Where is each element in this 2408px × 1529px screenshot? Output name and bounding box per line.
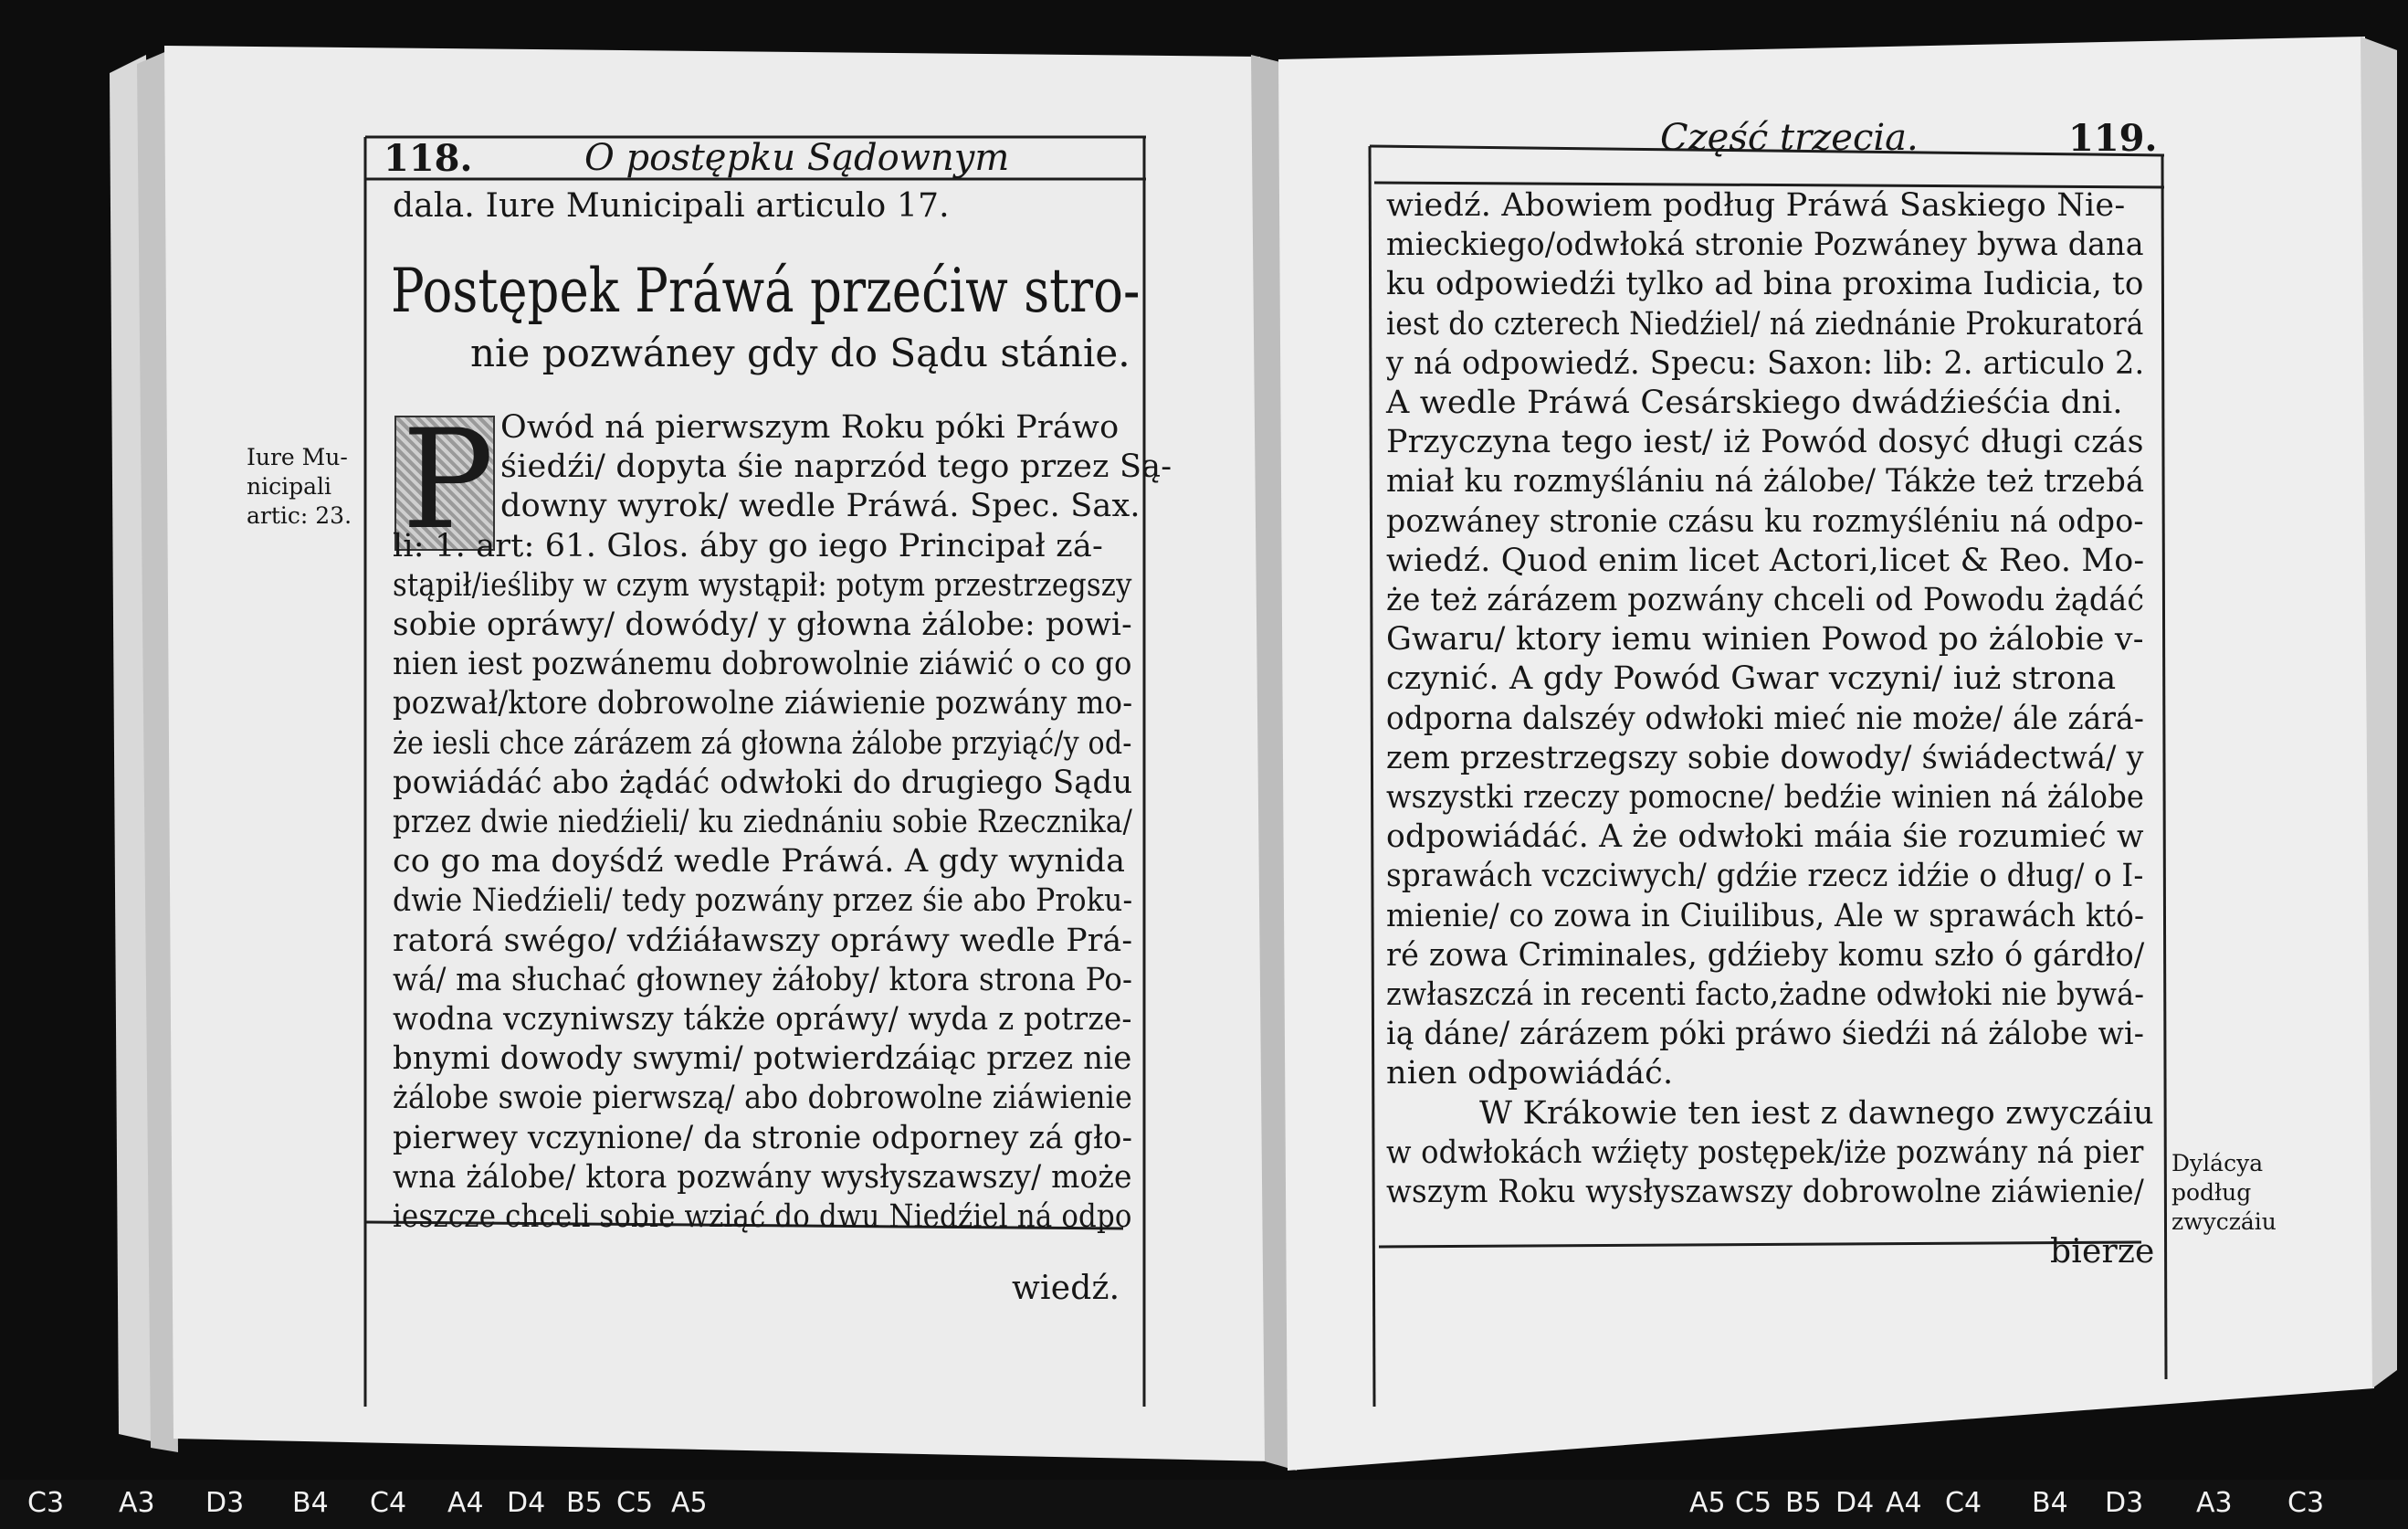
film-strip-label: D4 — [1835, 1487, 1875, 1519]
film-strip-label: A3 — [2196, 1487, 2233, 1519]
film-strip-label: B5 — [1785, 1487, 1822, 1519]
left-body-line: wodna vczyniwszy tákże opráwy/ wyda z potrze- — [393, 1001, 1132, 1038]
right-body-line: ią dáne/ zárázem póki práwo śiedźi ná żálobe wi- — [1386, 1016, 2145, 1053]
left-running-head: O postępku Sądownym — [584, 137, 1010, 179]
right-body-line: wiedź. Quod enim licet Actori,licet & Reo. Mo- — [1386, 542, 2145, 579]
left-body-line: powiádáć abo żądáć odwłoki do drugiego Sądu — [393, 764, 1133, 801]
right-body-line: miał ku rozmyślániu ná żálobe/ Tákże też trzebá — [1386, 463, 2145, 501]
right-catchword: bierze — [2050, 1233, 2155, 1271]
right-body-line: y ná odpowiedź. Specu: Saxon: lib: 2. articulo 2. — [1386, 344, 2145, 382]
left-body-line: sobie opráwy/ dowódy/ y głowna żálobe: powi- — [393, 606, 1132, 643]
right-margin-note — [2171, 1149, 2277, 1237]
right-body-line: że też zárázem pozwány chceli od Powodu żądáć — [1386, 582, 2145, 618]
right-margin-line: zwyczáiu — [2171, 1208, 2277, 1235]
right-body-line: Przyczyna tego iest/ iż Powód dosyć długi czás — [1386, 424, 2144, 461]
right-running-head: Część trzecia. — [1660, 117, 1919, 159]
left-body-line: śiedźi/ dopyta śie naprzód tego przez Są- — [500, 448, 1172, 486]
left-folio: 118. — [384, 137, 473, 180]
left-body-line: pozwał/ktore dobrowolne ziáwienie pozwány mo- — [393, 685, 1133, 722]
left-body-line: dwie Niedźieli/ tedy pozwány przez śie abo Proku- — [393, 882, 1133, 920]
chapter-title-line2: nie pozwáney gdy do Sądu stánie. — [470, 331, 1130, 375]
film-strip-label: B5 — [566, 1487, 603, 1519]
film-strip-label: C4 — [370, 1487, 407, 1519]
left-body-line: pierwey vczynione/ da stronie odporney zá gło- — [393, 1119, 1133, 1156]
left-body-line: przez dwie niedźieli/ ku ziednániu sobie Rzecznika/ — [393, 804, 1133, 840]
left-catchword: wiedź. — [1012, 1270, 1120, 1307]
film-strip-label: B4 — [2032, 1487, 2068, 1519]
right-body-line: mieckiego/odwłoká stronie Pozwáney bywa dana — [1386, 227, 2144, 264]
right-body-line: ré zowa Criminales, gdźieby komu szło ó gárdło/ — [1386, 936, 2145, 974]
film-strip-label: A4 — [1886, 1487, 1922, 1519]
left-body-line: wá/ ma słuchać głowney żáłoby/ ktora strona Po- — [393, 961, 1133, 998]
left-body-line: wna żálobe/ ktora pozwány wysłyszawszy/ może — [393, 1158, 1132, 1196]
right-body-line: czynić. A gdy Powód Gwar vczyni/ iuż strona — [1386, 660, 2117, 698]
right-body-line: ku odpowiedźi tylko ad bina proxima Iudicia, to — [1386, 266, 2144, 303]
right-body-line: wszystki rzeczy pomocne/ bedźie winien ná żálobe — [1386, 779, 2145, 816]
left-margin-line: artic: 23. — [247, 502, 352, 529]
left-body-line: ratorá swégo/ vdźiáławszy opráwy wedle Prá- — [393, 922, 1133, 959]
left-body-line: że iesli chce zárázem zá głowna żálobe przyiąć/y od- — [393, 724, 1132, 762]
left-body-line: downy wyrok/ wedle Práwá. Spec. Sax. — [500, 488, 1141, 525]
right-body-line: mienie/ co zowa in Ciuilibus, Ale w sprawách któ- — [1386, 897, 2145, 934]
right-body-line: pozwáney stronie czásu ku rozmyśléniu ná odpo- — [1386, 502, 2144, 540]
right-body-line: wszym Roku wysłyszawszy dobrowolne ziáwienie/ — [1386, 1174, 2144, 1210]
right-body-line: wiedź. Abowiem podług Práwá Saskiego Nie- — [1386, 187, 2126, 224]
film-strip-label: C3 — [27, 1487, 65, 1519]
film-strip-label: D4 — [507, 1487, 546, 1519]
right-body-line: W Krákowie ten iest z dawnego zwyczáiu — [1479, 1094, 2154, 1132]
right-body-line: nien odpowiádáć. — [1386, 1055, 1674, 1092]
right-body-line: Gwaru/ ktory iemu winien Powod po żálobie v- — [1386, 621, 2144, 659]
left-body-line: nien iest pozwánemu dobrowolnie ziáwić o co go — [393, 646, 1132, 683]
left-body-line: ieszcze chceli sobie wziąć do dwu Niedźiel ná odpo — [393, 1198, 1132, 1235]
film-strip-label: A5 — [671, 1487, 708, 1519]
right-body-line: iest do czterech Niedźiel/ ná ziednánie Prokuratorá — [1386, 305, 2144, 343]
right-body-line: odpowiádáć. A że odwłoki máia śie rozumieć w — [1386, 818, 2144, 856]
film-strip-label: D3 — [2105, 1487, 2144, 1519]
left-body-line: Owód ná pierwszym Roku póki Práwo — [500, 409, 1120, 446]
film-strip-label: A5 — [1689, 1487, 1726, 1519]
film-strip-label: A4 — [447, 1487, 484, 1519]
left-body-line: li: 1. art: 61. Glos. áby go iego Principał zá- — [393, 527, 1103, 564]
left-margin-line: nicipali — [247, 473, 331, 500]
right-body-line: A wedle Práwá Cesárskiego dwádźieśćia dni. — [1386, 385, 2123, 421]
right-margin-line: podług — [2171, 1179, 2252, 1206]
film-strip-label: C4 — [1945, 1487, 1982, 1519]
initial-letter: P — [402, 401, 494, 560]
right-folio: 119. — [2068, 117, 2158, 160]
chapter-title-line1: Postępek Práwá przećiw stro- — [391, 256, 1141, 326]
film-strip-label: B4 — [292, 1487, 329, 1519]
right-body-line: sprawách vczciwych/ gdźie rzecz idźie o dług/ o I- — [1386, 858, 2144, 895]
left-body-line: co go ma doyśdź wedle Práwá. A gdy wynida — [393, 843, 1126, 880]
right-body-line: odporna dalszéy odwłoki mieć nie może/ ále zárá- — [1386, 700, 2145, 737]
left-margin-note — [247, 443, 352, 531]
left-body-line: bnymi dowody swymi/ potwierdzáiąc przez nie — [393, 1040, 1132, 1078]
film-strip-label: C3 — [2287, 1487, 2325, 1519]
film-strip-label: C5 — [1735, 1487, 1772, 1519]
right-body-line: zem przestrzegszy sobie dowody/ świádectwá/ y — [1386, 739, 2144, 776]
left-margin-line: Iure Mu- — [247, 444, 348, 470]
left-first-line: dala. Iure Municipali articulo 17. — [393, 187, 950, 225]
left-body-line: żálobe swoie pierwszą/ abo dobrowolne ziáwienie — [393, 1080, 1132, 1117]
film-strip-label: D3 — [205, 1487, 245, 1519]
right-margin-line: Dylácya — [2171, 1150, 2264, 1176]
left-body-line: stąpił/ieśliby w czym wystąpił: potym przestrzegszy — [393, 566, 1132, 604]
film-strip-label: A3 — [119, 1487, 155, 1519]
right-body-line: w odwłokách wźięty postępek/iże pozwány ná pier — [1386, 1134, 2144, 1171]
film-strip-label: C5 — [616, 1487, 654, 1519]
right-body-line: zwłaszczá in recenti facto,żadne odwłoki nie bywá- — [1386, 976, 2145, 1013]
